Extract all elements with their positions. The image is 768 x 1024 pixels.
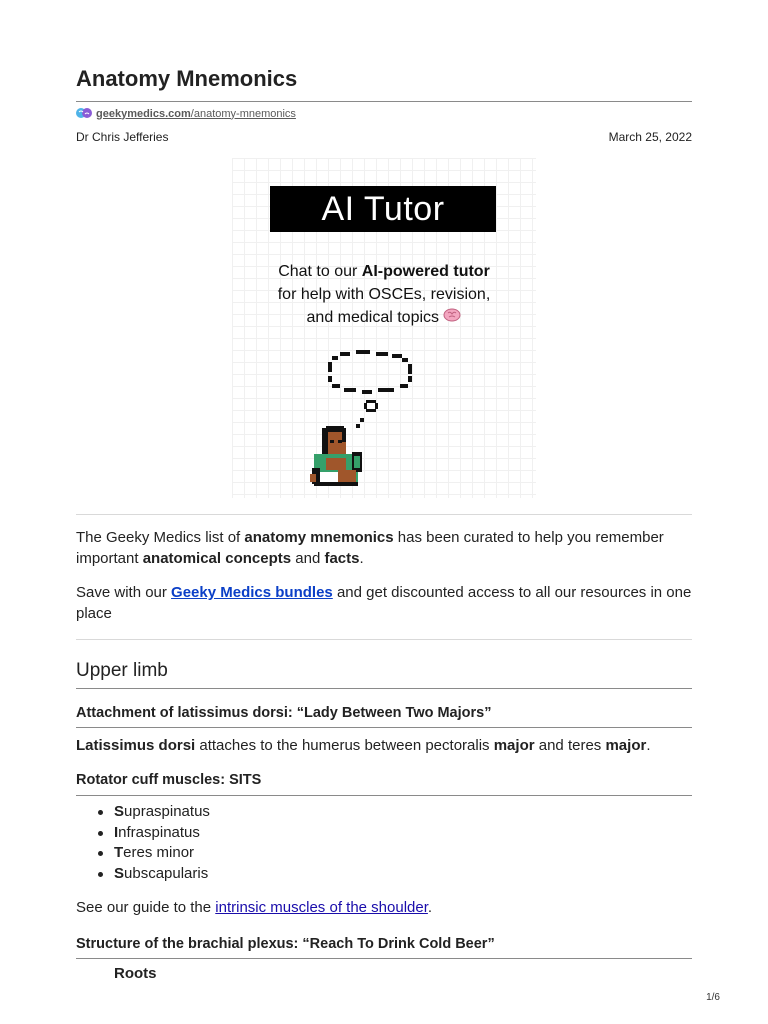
intro-text: and xyxy=(291,550,325,567)
rotator-cuff-heading: Rotator cuff muscles: SITS xyxy=(76,772,262,788)
shoulder-guide-paragraph xyxy=(76,897,692,918)
banner-line1-bold: AI-powered tutor xyxy=(361,263,490,280)
bundles-text: Save with our xyxy=(76,584,172,601)
page-title: Anatomy Mnemonics xyxy=(76,66,298,91)
intro-bold: anatomical concepts xyxy=(142,550,292,567)
list-item xyxy=(98,802,210,823)
source-domain: geekymedics.com xyxy=(96,107,191,120)
banner-line3: and medical topics xyxy=(306,309,440,326)
list-item-initial: S xyxy=(114,864,125,882)
thought-bubble-icon xyxy=(328,350,412,428)
bundles-text: and get discounted access to all our resources in one place xyxy=(76,584,692,622)
latissimus-text: and teres xyxy=(534,737,606,754)
list-item xyxy=(98,843,210,864)
document-page xyxy=(76,0,692,1024)
banner-line1-prefix: Chat to our xyxy=(278,263,362,280)
doctor-icon xyxy=(310,426,362,486)
list-item-text: eres minor xyxy=(123,844,195,861)
bundles-link[interactable]: Geeky Medics bundles xyxy=(171,584,333,601)
publish-date: March 25, 2022 xyxy=(608,130,692,144)
subsection-divider xyxy=(76,795,692,796)
ai-tutor-banner[interactable] xyxy=(232,158,536,498)
rotator-cuff-list xyxy=(98,802,210,884)
subsection-divider xyxy=(76,958,692,959)
bundles-paragraph xyxy=(76,582,692,624)
subsection-divider xyxy=(76,727,692,728)
brain-emoji-icon xyxy=(443,309,461,326)
latissimus-heading: Attachment of latissimus dorsi: “Lady Between Two Majors” xyxy=(76,705,492,721)
author-name: Dr Chris Jefferies xyxy=(76,130,169,144)
list-item xyxy=(98,864,210,885)
source-link[interactable] xyxy=(96,108,296,120)
intro-bold: anatomy mnemonics xyxy=(244,529,394,546)
list-item-text: upraspinatus xyxy=(124,803,210,820)
list-item-initial: S xyxy=(114,803,125,820)
latissimus-bold: major xyxy=(493,737,535,754)
list-item-text: ubscapularis xyxy=(124,864,209,882)
doctor-thinking-illustration xyxy=(312,348,452,498)
guide-text: See our guide to the xyxy=(76,899,216,916)
intro-text: The Geeky Medics list of xyxy=(76,529,245,546)
banner-line2: for help with OSCEs, revision, xyxy=(277,286,491,303)
latissimus-text: . xyxy=(646,737,651,754)
list-item-text: nfraspinatus xyxy=(118,823,200,841)
list-item xyxy=(98,823,210,844)
cut-off-text: Roots xyxy=(114,965,157,982)
intro-text: . xyxy=(359,550,364,567)
upper-limb-heading: Upper limb xyxy=(76,660,168,681)
intro-text: has been curated to help you remember important xyxy=(76,529,664,567)
page-number: 1/6 xyxy=(706,992,720,1003)
section-divider xyxy=(76,688,692,689)
cut-off-list-item xyxy=(114,964,174,982)
intro-paragraph xyxy=(76,527,692,569)
latissimus-bold: major xyxy=(605,737,647,754)
banner-text xyxy=(232,260,536,329)
source-path: /anatomy-mnemonics xyxy=(190,107,296,120)
shoulder-guide-link[interactable]: intrinsic muscles of the shoulder xyxy=(215,899,428,916)
list-item-initial: I xyxy=(114,823,119,841)
latissimus-paragraph xyxy=(76,735,692,756)
banner-title: AI Tutor xyxy=(270,186,496,232)
brachial-plexus-heading: Structure of the brachial plexus: “Reach To Drink Cold Beer” xyxy=(76,936,495,952)
brain-icon xyxy=(76,107,92,120)
list-item-initial: T xyxy=(114,844,124,861)
guide-text: . xyxy=(427,899,433,916)
intro-divider xyxy=(76,639,692,640)
intro-bold: facts xyxy=(324,550,360,567)
source-line xyxy=(76,107,296,120)
latissimus-bold: Latissimus dorsi xyxy=(76,737,196,754)
banner-divider xyxy=(76,514,692,515)
latissimus-text: attaches to the humerus between pectoralis xyxy=(195,737,494,754)
title-divider xyxy=(76,101,692,102)
